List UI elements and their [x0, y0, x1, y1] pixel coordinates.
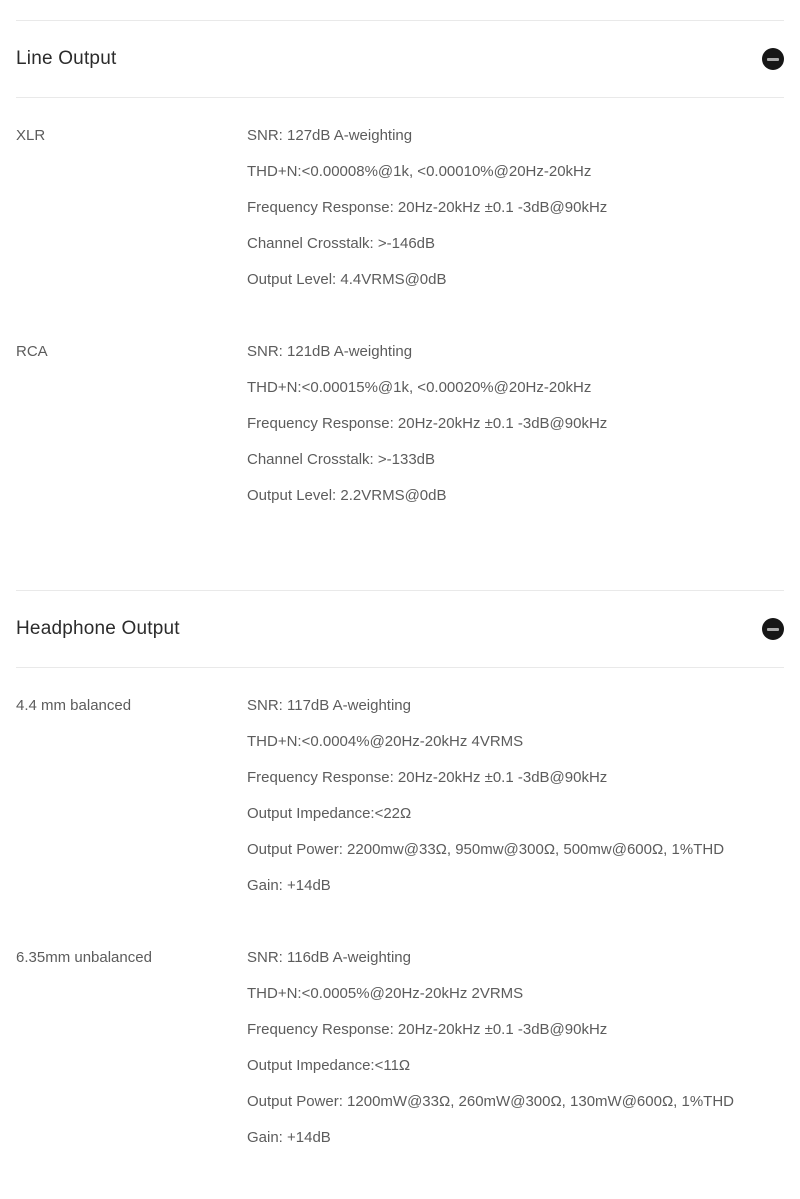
spec-line: SNR: 127dB A-weighting [247, 127, 413, 144]
spec-group-row [16, 688, 784, 904]
section-body [16, 668, 784, 1196]
minus-circle-icon [767, 628, 779, 631]
spec-line: THD+N:<0.0004%@20Hz-20kHz 4VRMS [247, 733, 524, 750]
section-body [16, 98, 784, 590]
spec-line: SNR: 116dB A-weighting [247, 949, 411, 966]
spec-line: Output Level: 4.4VRMS@0dB [247, 271, 447, 288]
spec-line: Frequency Response: 20Hz-20kHz ±0.1 -3dB@90kHz [247, 1021, 608, 1038]
collapse-toggle-button[interactable] [762, 618, 784, 640]
section-title: Line Output [16, 48, 117, 69]
spec-group-label: XLR [16, 127, 46, 144]
spec-list [247, 118, 784, 298]
spec-line: SNR: 117dB A-weighting [247, 697, 411, 714]
section-header-line-output[interactable] [16, 20, 784, 98]
spec-line: Output Power: 1200mW@33Ω, 260mW@300Ω, 130mW@600Ω, 1%THD [247, 1093, 735, 1110]
spec-line: Frequency Response: 20Hz-20kHz ±0.1 -3dB@90kHz [247, 199, 608, 216]
spec-section-headphone-output [16, 590, 784, 1196]
spec-line: Frequency Response: 20Hz-20kHz ±0.1 -3dB@90kHz [247, 415, 608, 432]
spec-group-label: RCA [16, 343, 48, 360]
spec-line: Output Power: 2200mw@33Ω, 950mw@300Ω, 500mw@600Ω, 1%THD [247, 841, 725, 858]
spec-line: Channel Crosstalk: >-146dB [247, 235, 436, 252]
spec-group-row [16, 334, 784, 514]
spec-line: Output Level: 2.2VRMS@0dB [247, 487, 447, 504]
spec-group-label: 4.4 mm balanced [16, 697, 132, 714]
section-title: Headphone Output [16, 618, 180, 639]
spec-line: THD+N:<0.0005%@20Hz-20kHz 2VRMS [247, 985, 524, 1002]
spec-line: SNR: 121dB A-weighting [247, 343, 413, 360]
spec-list [247, 940, 784, 1156]
spec-line: Output Impedance:<11Ω [247, 1057, 411, 1074]
collapse-toggle-button[interactable] [762, 48, 784, 70]
spec-line: THD+N:<0.00015%@1k, <0.00020%@20Hz-20kHz [247, 379, 592, 396]
spec-group-row [16, 118, 784, 298]
spec-group-label: 6.35mm unbalanced [16, 949, 152, 966]
spec-group-row [16, 940, 784, 1156]
spec-line: THD+N:<0.00008%@1k, <0.00010%@20Hz-20kHz [247, 163, 592, 180]
spec-list [247, 334, 784, 514]
spec-section-line-output [16, 20, 784, 590]
spec-line: Channel Crosstalk: >-133dB [247, 451, 436, 468]
section-header-headphone-output[interactable] [16, 590, 784, 668]
spec-line: Gain: +14dB [247, 877, 331, 894]
spec-line: Output Impedance:<22Ω [247, 805, 412, 822]
spec-line: Frequency Response: 20Hz-20kHz ±0.1 -3dB@90kHz [247, 769, 608, 786]
spec-line: Gain: +14dB [247, 1129, 331, 1146]
spec-list [247, 688, 784, 904]
minus-circle-icon [767, 58, 779, 61]
